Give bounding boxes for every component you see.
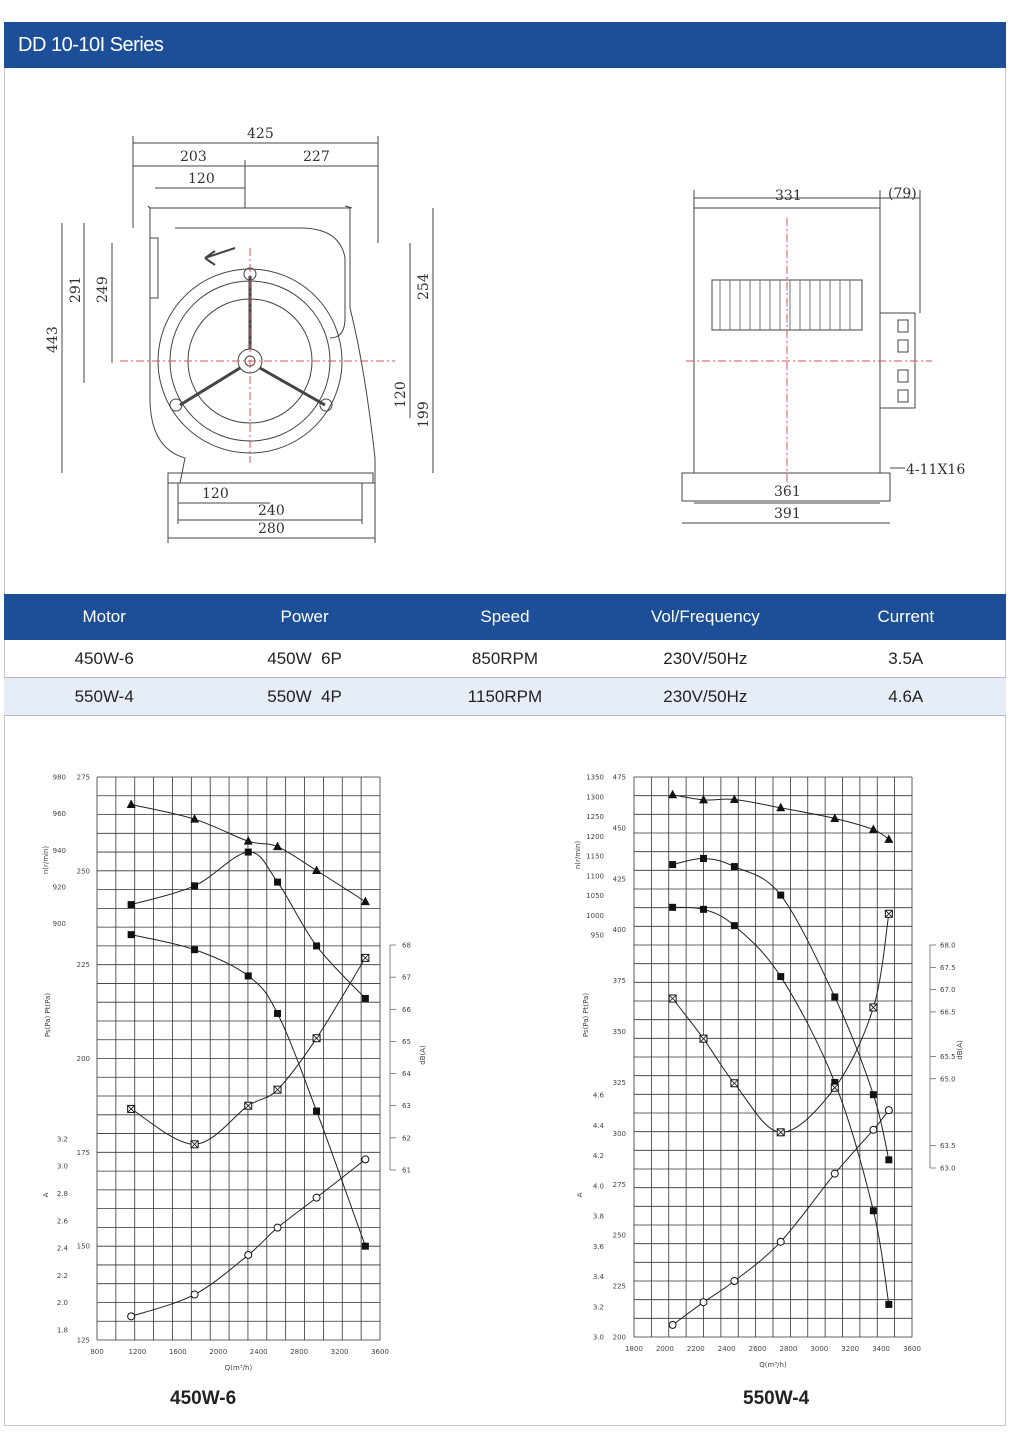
current-tick-label: 3.2 — [56, 1135, 68, 1144]
data-point-square — [313, 1108, 320, 1115]
side-view — [682, 190, 920, 523]
noise-axis-label: dB(A) — [419, 1045, 427, 1065]
rpm-tick-label: 1150 — [586, 852, 604, 861]
technical-drawing — [0, 68, 1010, 594]
performance-chart-450w-6 — [40, 765, 460, 1390]
x-tick-label: 2400 — [717, 1345, 736, 1353]
data-point-square — [245, 849, 252, 856]
housing-outline — [150, 208, 375, 483]
rpm-tick-label: 980 — [52, 773, 66, 782]
pressure-tick-label: 475 — [612, 773, 626, 782]
series-a — [669, 1107, 892, 1329]
series-line — [673, 914, 889, 1133]
data-point-crossbox — [885, 910, 892, 917]
x-tick-label: 2400 — [249, 1348, 268, 1356]
data-point-crossbox — [831, 1084, 838, 1091]
data-point-crossbox — [870, 1004, 877, 1011]
dim-front-5: 249 — [95, 276, 111, 303]
pressure-tick-label: 250 — [76, 867, 90, 876]
rpm-tick-label: 1350 — [586, 773, 604, 782]
data-point-crossbox — [313, 1035, 320, 1042]
pressure-tick-label: 275 — [76, 773, 90, 782]
dim-front-6: 443 — [45, 326, 61, 353]
current-axis-label: A — [42, 1192, 50, 1198]
data-point-crossbox — [128, 1105, 135, 1112]
data-point-triangle — [127, 800, 136, 809]
pressure-tick-label: 175 — [76, 1148, 90, 1157]
pressure-axis-label: Ps(Pa) Pt(Pa) — [44, 992, 52, 1038]
data-point-square — [191, 882, 198, 889]
rpm-axis-label: n(r/min) — [574, 840, 582, 870]
col-current: Current — [806, 594, 1006, 640]
current-tick-label: 2.0 — [56, 1299, 68, 1308]
dim-front-3: 120 — [188, 171, 215, 187]
series-line — [673, 858, 889, 1159]
noise-tick-label: 66 — [402, 1005, 411, 1014]
data-point-square — [128, 931, 135, 938]
rpm-tick-label: 1050 — [586, 892, 604, 900]
data-point-square — [870, 1207, 877, 1214]
rpm-tick-label: 940 — [52, 846, 66, 855]
data-point-square — [191, 946, 198, 953]
pressure-axis-label: Ps(Pa) Pt(Pa) — [582, 992, 590, 1038]
cell-vol-frequency: 230V/50Hz — [605, 678, 805, 716]
base-plate — [168, 473, 373, 483]
cell-speed: 1150RPM — [405, 678, 605, 716]
noise-tick-label: 67.0 — [940, 986, 956, 995]
current-tick-label: 4.2 — [592, 1152, 604, 1160]
data-point-circle — [669, 1321, 676, 1328]
pressure-tick-label: 425 — [612, 875, 626, 884]
data-point-square — [731, 863, 738, 870]
x-tick-label: 2600 — [748, 1345, 767, 1353]
dim-front-0: 425 — [247, 126, 274, 142]
data-point-crossbox — [362, 954, 369, 961]
series-title: DD 10-10I Series — [18, 34, 164, 56]
dim-front-2: 227 — [303, 149, 330, 165]
current-tick-label: 3.4 — [592, 1273, 604, 1281]
noise-tick-label: 65.0 — [940, 1075, 956, 1084]
rpm-tick-label: 1100 — [586, 872, 604, 881]
side-centerlines — [686, 218, 932, 488]
table-header-row — [4, 594, 1006, 640]
current-tick-label: 2.4 — [56, 1244, 68, 1253]
pressure-tick-label: 125 — [76, 1336, 90, 1345]
col-vol-frequency: Vol/Frequency — [605, 594, 805, 640]
data-point-square — [885, 1156, 892, 1163]
x-tick-label: 2800 — [779, 1345, 798, 1353]
x-tick-label: 1200 — [128, 1348, 147, 1356]
rotation-arrow — [205, 248, 235, 265]
noise-tick-label: 63.0 — [940, 1164, 956, 1173]
data-point-square — [245, 972, 252, 979]
noise-tick-label: 66.5 — [940, 1008, 956, 1017]
pressure-tick-label: 200 — [612, 1333, 626, 1342]
cell-vol-frequency: 230V/50Hz — [605, 640, 805, 678]
pressure-tick-label: 275 — [612, 1180, 626, 1189]
dim-front-10: 120 — [202, 486, 229, 502]
current-tick-label: 2.2 — [56, 1271, 68, 1280]
noise-tick-label: 65 — [402, 1037, 411, 1046]
cell-power: 450W 6P — [204, 640, 404, 678]
data-point-circle — [870, 1126, 877, 1133]
rpm-tick-label: 900 — [52, 920, 66, 929]
data-point-circle — [831, 1170, 838, 1177]
noise-tick-label: 61 — [402, 1166, 411, 1175]
data-point-square — [362, 995, 369, 1002]
rpm-tick-label: 950 — [590, 931, 604, 940]
col-power: Power — [204, 594, 404, 640]
side-dimension-labels — [774, 186, 965, 522]
table-row — [4, 640, 1006, 678]
chart-caption-550w-4: 550W-4 — [743, 1388, 810, 1409]
data-point-triangle — [312, 866, 321, 875]
cell-current: 4.6A — [806, 678, 1006, 716]
x-axis-label: Q(m³/h) — [224, 1364, 253, 1372]
noise-tick-label: 67.5 — [940, 963, 956, 972]
current-tick-label: 4.4 — [592, 1121, 604, 1130]
noise-tick-label: 63.5 — [940, 1142, 956, 1151]
dim-front-7: 254 — [416, 273, 432, 300]
noise-axis-label: dB(A) — [956, 1040, 964, 1060]
pressure-tick-label: 400 — [612, 926, 626, 935]
series-pt — [669, 855, 892, 1163]
data-point-triangle — [884, 834, 893, 843]
data-point-circle — [245, 1251, 252, 1258]
x-axis-label: Q(m³/h) — [759, 1361, 787, 1369]
series-db-a- — [669, 910, 892, 1136]
cell-motor: 550W-4 — [4, 678, 204, 716]
table-row — [4, 678, 1006, 716]
data-point-crossbox — [191, 1141, 198, 1148]
data-point-square — [274, 879, 281, 886]
x-tick-label: 1800 — [625, 1345, 643, 1353]
data-point-square — [885, 1301, 892, 1308]
noise-tick-label: 65.5 — [940, 1053, 956, 1061]
x-tick-label: 3200 — [330, 1348, 349, 1356]
x-tick-label: 3600 — [371, 1348, 389, 1356]
data-point-crossbox — [245, 1102, 252, 1109]
noise-tick-label: 67 — [402, 973, 411, 982]
data-point-circle — [128, 1313, 135, 1320]
current-tick-label: 3.8 — [592, 1212, 604, 1221]
chart-grid — [634, 777, 912, 1337]
data-point-square — [700, 906, 707, 913]
noise-tick-label: 68.0 — [940, 941, 956, 950]
rpm-tick-label: 1000 — [586, 911, 604, 920]
current-tick-label: 3.6 — [592, 1242, 604, 1251]
spec-table — [4, 594, 1006, 716]
noise-tick-label: 63 — [402, 1102, 411, 1111]
data-point-square — [362, 1243, 369, 1250]
chart-grid — [97, 777, 380, 1340]
data-point-triangle — [361, 897, 370, 906]
cell-current: 3.5A — [806, 640, 1006, 678]
pressure-tick-label: 350 — [612, 1028, 626, 1037]
data-point-circle — [731, 1278, 738, 1285]
chart-caption-450w-6: 450W-6 — [170, 1388, 237, 1409]
data-point-square — [274, 1010, 281, 1017]
rpm-tick-label: 1200 — [586, 832, 604, 841]
data-point-square — [731, 922, 738, 929]
data-point-square — [870, 1091, 877, 1098]
rpm-tick-label: 1250 — [586, 813, 604, 821]
dim-side-1: (79) — [888, 186, 917, 202]
series-line — [673, 1110, 889, 1325]
x-tick-label: 800 — [90, 1348, 104, 1356]
data-point-square — [669, 904, 676, 911]
mounting-slot — [150, 238, 158, 298]
x-tick-label: 2000 — [209, 1348, 228, 1356]
cell-motor: 450W-6 — [4, 640, 204, 678]
dim-front-4: 291 — [68, 276, 84, 303]
data-point-triangle — [668, 790, 677, 799]
data-point-crossbox — [700, 1035, 707, 1042]
current-tick-label: 4.6 — [592, 1091, 604, 1100]
data-point-crossbox — [777, 1129, 784, 1136]
x-tick-label: 2000 — [655, 1345, 674, 1353]
data-point-crossbox — [731, 1080, 738, 1087]
pressure-tick-label: 450 — [612, 824, 626, 833]
data-point-circle — [700, 1299, 707, 1306]
dim-front-11: 240 — [258, 503, 285, 519]
pressure-tick-label: 200 — [76, 1055, 90, 1063]
pressure-tick-label: 150 — [76, 1242, 90, 1251]
dim-front-1: 203 — [180, 149, 207, 165]
dim-front-12: 280 — [258, 521, 285, 537]
dim-side-4: 4-11X16 — [906, 462, 966, 478]
cell-power: 550W 4P — [204, 678, 404, 716]
pressure-tick-label: 300 — [612, 1129, 626, 1138]
col-motor: Motor — [4, 594, 204, 640]
col-speed: Speed — [405, 594, 605, 640]
series-header — [4, 22, 1006, 68]
series-ps — [669, 904, 892, 1308]
x-tick-label: 3200 — [841, 1345, 860, 1353]
front-view — [62, 136, 433, 543]
current-tick-label: 3.2 — [592, 1303, 604, 1312]
data-point-square — [128, 901, 135, 908]
data-point-crossbox — [274, 1086, 281, 1093]
current-tick-label: 3.0 — [592, 1333, 604, 1342]
x-tick-label: 1600 — [168, 1348, 187, 1356]
data-point-circle — [362, 1156, 369, 1163]
current-axis-label: A — [576, 1192, 584, 1198]
noise-tick-label: 64 — [402, 1070, 411, 1079]
rpm-tick-label: 960 — [52, 810, 66, 819]
data-point-circle — [885, 1107, 892, 1114]
pressure-tick-label: 375 — [612, 977, 626, 986]
pressure-tick-label: 225 — [76, 961, 90, 970]
pressure-tick-label: 225 — [612, 1282, 626, 1291]
current-tick-label: 2.6 — [56, 1217, 68, 1226]
data-point-square — [700, 855, 707, 862]
data-point-square — [777, 892, 784, 899]
pressure-tick-label: 250 — [612, 1231, 626, 1240]
dim-side-2: 361 — [774, 484, 801, 500]
data-point-square — [777, 973, 784, 980]
pressure-tick-label: 325 — [612, 1078, 626, 1087]
noise-tick-label: 68 — [402, 941, 411, 950]
current-tick-label: 1.8 — [56, 1326, 68, 1335]
cell-speed: 850RPM — [405, 640, 605, 678]
data-point-circle — [313, 1194, 320, 1201]
noise-tick-label: 62 — [402, 1134, 411, 1143]
current-tick-label: 2.8 — [56, 1190, 68, 1199]
rpm-tick-label: 920 — [52, 883, 66, 892]
current-tick-label: 4.0 — [592, 1182, 604, 1191]
data-point-circle — [274, 1224, 281, 1231]
dim-side-3: 391 — [774, 506, 801, 522]
x-tick-label: 2800 — [290, 1348, 309, 1356]
dim-front-8: 120 — [393, 381, 409, 408]
data-point-square — [313, 942, 320, 949]
current-tick-label: 3.0 — [56, 1162, 68, 1171]
x-tick-label: 3000 — [810, 1345, 829, 1353]
dim-side-0: 331 — [775, 188, 802, 204]
x-tick-label: 3400 — [872, 1345, 891, 1353]
data-point-crossbox — [669, 995, 676, 1002]
x-tick-label: 3600 — [903, 1345, 921, 1353]
front-centerlines — [120, 248, 395, 463]
rpm-axis-label: n(r/min) — [42, 845, 50, 875]
data-point-circle — [777, 1238, 784, 1245]
dim-front-9: 199 — [416, 401, 432, 428]
data-point-circle — [191, 1291, 198, 1298]
x-tick-label: 2200 — [686, 1345, 705, 1353]
performance-chart-550w-4 — [570, 765, 964, 1390]
data-point-square — [669, 861, 676, 868]
data-point-square — [831, 993, 838, 1000]
rpm-tick-label: 1300 — [586, 793, 604, 802]
